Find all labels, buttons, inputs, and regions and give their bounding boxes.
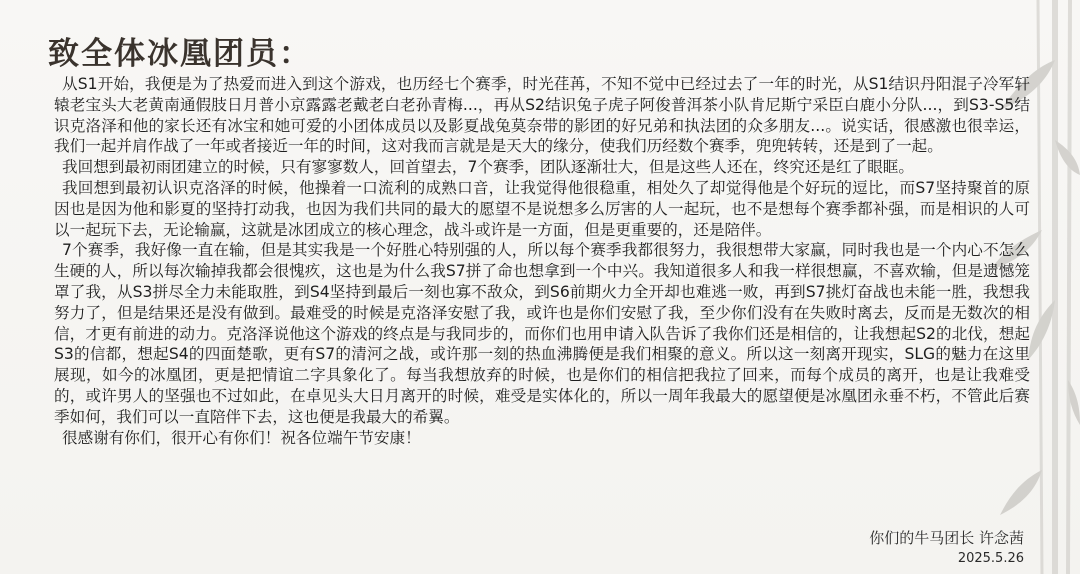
paragraph-1: 从S1开始，我便是为了热爱而进入到这个游戏，也历经七个赛季，时光荏苒，不知不觉中已经过去了一年的时光，从S1结识丹阳混子冷军轩辕老宝头大老黄南通假肢日月普小京露露老戴老白老孙青梅...，再从S2结识兔子虎子阿俊普洱茶小队肯尼斯宁采臣白鹿小分队...，到S3-S5结识克洛泽和他的家长还有冰宝和她可爱的小团体成员以及影夏战兔莫奈带的影团的好兄弟和执法团的众多朋友...。说实话，很感激也很幸运，我们一起并肩作战了一年或者接近一年的时间，这对我而言就是是天大的缘分，使我们历经数个赛季，兜兜转转，还是到了一起。 <box>54 75 1030 156</box>
paragraph-4: 7个赛季，我好像一直在输，但是其实我是一个好胜心特别强的人，所以每个赛季我都很努力，我很想带大家赢，同时我也是一个内心不怎么生硬的人，所以每次输掉我都会很愧疚，这也是为什么我S7拼了命也想拿到一个中兴。我知道很多人和我一样很想赢，不喜欢输，但是遗憾笼罩了我，从S3拼尽全力未能取胜，到S4坚持到最后一刻也寡不敌众，到S6前期火力全开却也难逃一败，再到S7挑灯奋战也未能一胜，我想我努力了，但是结果还是没有做到。最难受的时候是克洛泽安慰了我，或许也是你们安慰了我，至少你们没有在失败时离去，反而是无数次的相信，才更有前进的动力。克洛泽说他这个游戏的终点是与我同步的，而你们也用申请入队告诉了我你们还是相信的，让我想起S2的北伐，想起S3的信都，想起S4的四面楚歌，更有S7的清河之战，或许那一刻的热血沸腾便是我们相聚的意义。所以这一刻离开现实，SLG的魅力在这里展现，如今的冰凰团，更是把情谊二字具象化了。每当我想放弃的时候，也是你们的相信把我拉了回来，而每个成员的离开，也是让我难受的，或许男人的坚强也不过如此，在卓见头大日月离开的时候，难受是实体化的，所以一周年我最大的愿望便是冰凰团永垂不朽，不管此后赛季如何，我们可以一直陪伴下去，这也便是我最大的希翼。 <box>54 241 1030 426</box>
letter-body <box>54 74 1030 448</box>
letter-date: 2025.5.26 <box>957 551 1024 566</box>
paragraph-5: 很感谢有你们，很开心有你们！祝各位端午节安康！ <box>62 428 421 447</box>
paragraph-3: 我回想到最初认识克洛泽的时候，他操着一口流利的成熟口音，让我觉得他很稳重，相处久了却觉得他是个好玩的逗比，而S7坚持聚首的原因也是因为他和影夏的坚持打动我，也因为我们共同的最大的愿望不是说想多么厉害的人一起玩，也不是想每个赛季都补强，而是相识的人可以一起玩下去，无论输赢，这就是冰团成立的核心理念，战斗或许是一方面，但是更重要的，还是陪伴。 <box>54 178 1030 239</box>
signature: 你们的牛马团长 许念茜 <box>869 529 1024 547</box>
letter-title: 致全体冰凰团员： <box>48 36 312 72</box>
paragraph-2: 我回想到最初雨团建立的时候，只有寥寥数人，回首望去，7个赛季，团队逐渐壮大，但是这些人还在，终究还是红了眼眶。 <box>62 158 914 177</box>
